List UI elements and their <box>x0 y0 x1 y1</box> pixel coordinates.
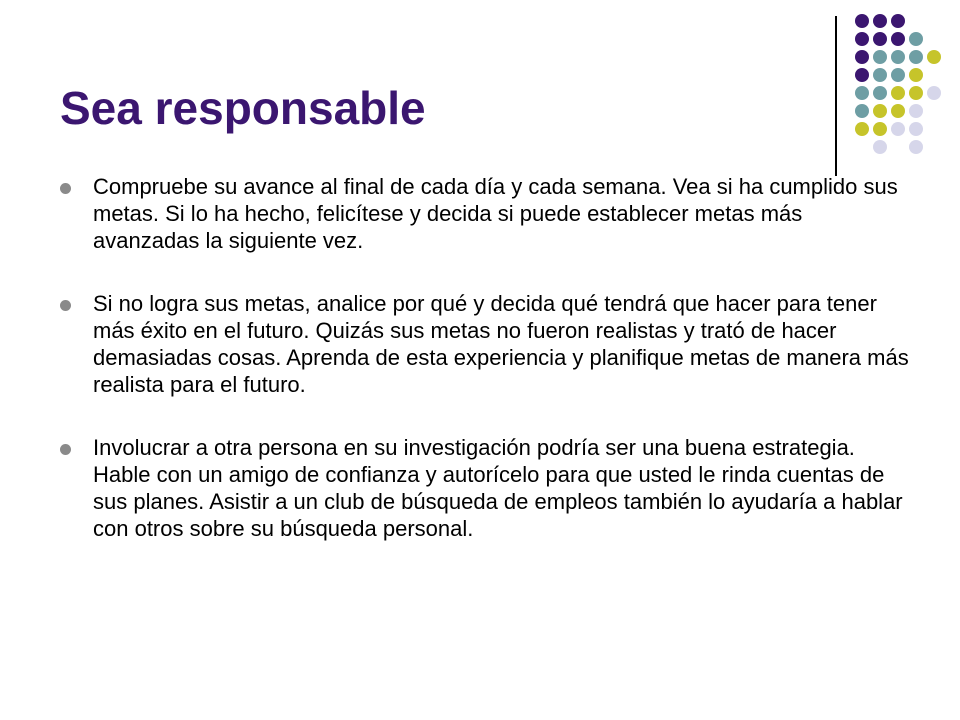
decor-dot <box>855 68 869 82</box>
decor-dot <box>855 32 869 46</box>
decor-dot <box>855 14 869 28</box>
decor-dot <box>891 68 905 82</box>
decor-dot <box>927 86 941 100</box>
decor-dot <box>927 50 941 64</box>
decor-dot <box>855 50 869 64</box>
bullet-text: Involucrar a otra persona en su investigación podría ser una buena estrategia. Hable con un amigo de confianza y autorícelo para que usted le rinda cuentas de sus planes. Asistir a un club de búsqueda de empleos también lo ayudaría a hablar con otros sobre su búsqueda personal. <box>93 435 903 541</box>
decor-dot <box>909 140 923 154</box>
decor-dot <box>873 68 887 82</box>
decor-dot <box>891 50 905 64</box>
decor-dot <box>891 14 905 28</box>
decor-dot <box>909 50 923 64</box>
decor-dot <box>873 50 887 64</box>
decor-dot <box>909 104 923 118</box>
bullet-item <box>60 434 910 542</box>
decor-dot <box>873 86 887 100</box>
decor-dot <box>909 32 923 46</box>
bullet-dot-icon <box>60 300 71 311</box>
slide-title: Sea responsable <box>60 82 426 134</box>
decor-dot <box>873 104 887 118</box>
decor-dot <box>873 140 887 154</box>
decor-dot <box>873 122 887 136</box>
vertical-divider-line <box>835 16 837 176</box>
decor-dot <box>909 68 923 82</box>
bullet-item <box>60 290 910 398</box>
bullet-dot-icon <box>60 183 71 194</box>
decor-dot <box>855 86 869 100</box>
decor-dot <box>873 32 887 46</box>
bullet-dot-icon <box>60 444 71 455</box>
decor-dot <box>855 122 869 136</box>
bullet-text: Compruebe su avance al final de cada día y cada semana. Vea si ha cumplido sus metas. Si lo ha hecho, felicítese y decida si puede establecer metas más avanzadas la siguiente vez. <box>93 174 898 253</box>
decor-dot <box>891 86 905 100</box>
decor-dot <box>891 32 905 46</box>
bullet-list <box>60 173 910 578</box>
decor-dot <box>873 14 887 28</box>
bullet-text: Si no logra sus metas, analice por qué y decida qué tendrá que hacer para tener más éxito en el futuro. Quizás sus metas no fueron realistas y trató de hacer demasiadas cosas. Aprenda de esta experiencia y planifique metas de manera más realista para el futuro. <box>93 291 909 397</box>
decor-dot <box>855 104 869 118</box>
bullet-item <box>60 173 910 254</box>
decor-dot <box>909 122 923 136</box>
decor-dot <box>891 104 905 118</box>
decor-dot <box>891 122 905 136</box>
decor-dot <box>909 86 923 100</box>
